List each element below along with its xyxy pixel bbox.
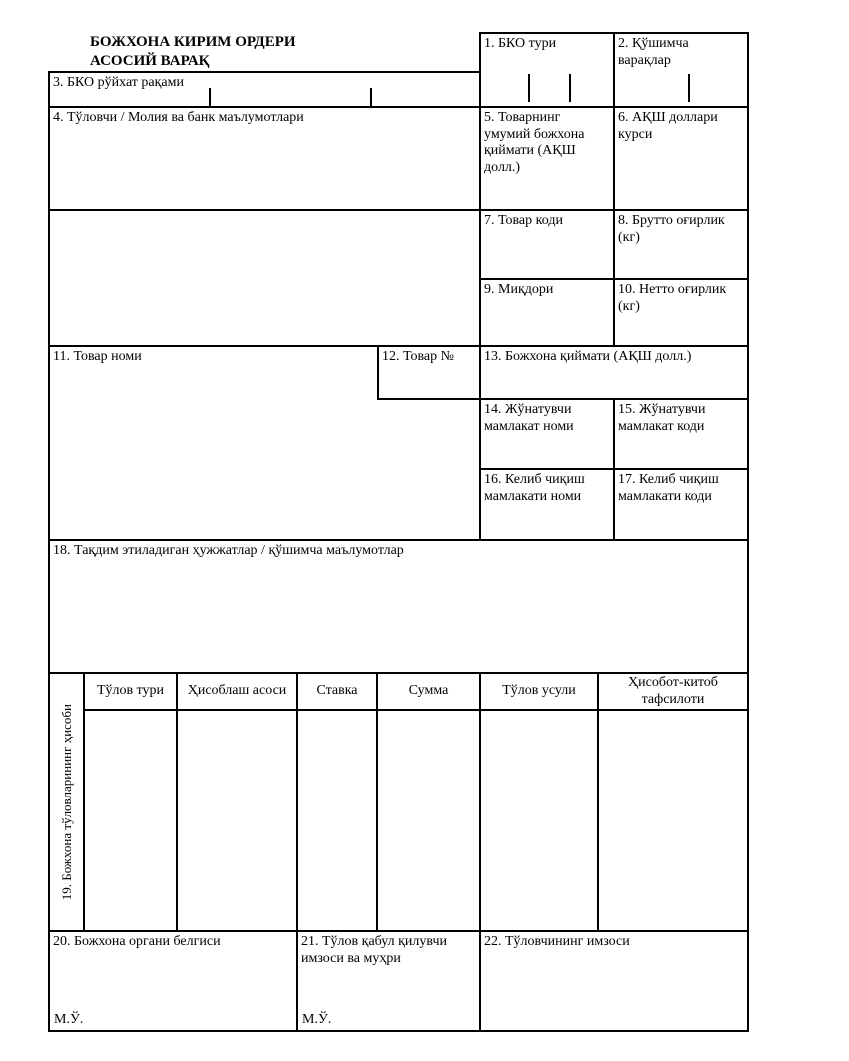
field-17-cell (613, 468, 749, 541)
field-21-label: 21. Тўлов қабул қилувчи имзоси ва муҳри (301, 934, 448, 966)
stamp-place-label: М.Ў. (54, 1012, 84, 1028)
field-22-cell (479, 930, 749, 1032)
payments-header-payment-type (83, 672, 178, 711)
payments-body-cell-payment-method (479, 709, 599, 932)
field-6-cell (613, 106, 749, 211)
column-header-label: Ставка (316, 683, 358, 699)
field-1-cell (479, 32, 615, 108)
payments-body-cell-rate (296, 709, 378, 932)
field-17-label: 17. Келиб чиқиш мамлакати коди (618, 472, 719, 504)
field-4-label: 4. Тўловчи / Молия ва банк маълумотлари (53, 110, 304, 125)
field-12-label: 12. Товар № (382, 349, 454, 364)
field-5-cell (479, 106, 615, 211)
field-16-cell (479, 468, 615, 541)
field-7-label: 7. Товар коди (484, 213, 563, 228)
field-14-cell (479, 398, 615, 470)
field-14-label: 14. Жўнатувчи мамлакат номи (484, 402, 574, 434)
column-header-label: Сумма (408, 683, 449, 699)
field-13-cell (479, 345, 749, 400)
column-header-label: Тўлов усули (502, 683, 576, 699)
field-7-cell (479, 209, 615, 280)
field-2-cell (613, 32, 749, 108)
field-21-cell (296, 930, 481, 1032)
field-8-cell (613, 209, 749, 280)
digit-separator-tick (569, 74, 571, 102)
payments-header-calc-basis (176, 672, 298, 711)
field-11-label: 11. Товар номи (53, 349, 142, 364)
payments-body-cell-sum (376, 709, 481, 932)
field-4-extra-cell (48, 209, 481, 347)
payments-header-payment-method (479, 672, 599, 711)
field-13-label: 13. Божхона қиймати (АҚШ долл.) (484, 349, 692, 364)
field-19-cell (48, 672, 85, 932)
field-5-label: 5. Товарнинг умумий божхона қиймати (АҚШ долл.) (484, 110, 585, 175)
field-4-cell (48, 106, 481, 211)
digit-separator-tick (528, 74, 530, 102)
field-15-label: 15. Жўнатувчи мамлакат коди (618, 402, 706, 434)
field-1-label: 1. БКО тури (484, 36, 557, 51)
column-header-label: Ҳисоблаш асоси (187, 683, 287, 699)
payments-body-cell-payment-type (83, 709, 178, 932)
field-19-label: 19. Божхона тўловларининг ҳисоби (58, 703, 74, 901)
field-9-cell (479, 278, 615, 347)
payments-header-settlement-details (597, 672, 749, 711)
form-title-line1: БОЖХОНА КИРИМ ОРДЕРИ (90, 34, 296, 50)
field-10-cell (613, 278, 749, 347)
digit-separator-tick (209, 88, 211, 106)
field-18-label: 18. Тақдим этиладиган ҳужжатлар / қўшимча маълумотлар (53, 543, 404, 558)
field-22-label: 22. Тўловчининг имзоси (484, 934, 630, 949)
digit-separator-tick (688, 74, 690, 102)
digit-separator-tick (370, 88, 372, 106)
field-9-label: 9. Миқдори (484, 282, 554, 297)
field-20-label: 20. Божхона органи белгиси (53, 934, 221, 949)
field-18-cell (48, 539, 749, 674)
field-16-label: 16. Келиб чиқиш мамлакати номи (484, 472, 585, 504)
column-header-label: Ҳисобот-китоб тафсилоти (628, 674, 718, 707)
payments-body-cell-settlement-details (597, 709, 749, 932)
payments-body-cell-calc-basis (176, 709, 298, 932)
field-20-cell (48, 930, 298, 1032)
form-title (90, 33, 296, 71)
payments-header-sum (376, 672, 481, 711)
field-2-label: 2. Қўшимча варақлар (618, 36, 689, 68)
field-10-label: 10. Нетто оғирлик (кг) (618, 282, 727, 314)
field-15-cell (613, 398, 749, 470)
field-3-label: 3. БКО рўйхат рақами (53, 75, 184, 90)
payments-header-rate (296, 672, 378, 711)
field-8-label: 8. Брутто оғирлик (кг) (618, 213, 725, 245)
field-3-cell (48, 71, 481, 108)
field-6-label: 6. АҚШ доллари курси (618, 110, 718, 142)
field-12-cell (377, 345, 481, 400)
stamp-place-label: М.Ў. (302, 1012, 332, 1028)
form-title-line2: АСОСИЙ ВАРАҚ (90, 53, 210, 69)
column-header-label: Тўлов тури (96, 683, 165, 699)
